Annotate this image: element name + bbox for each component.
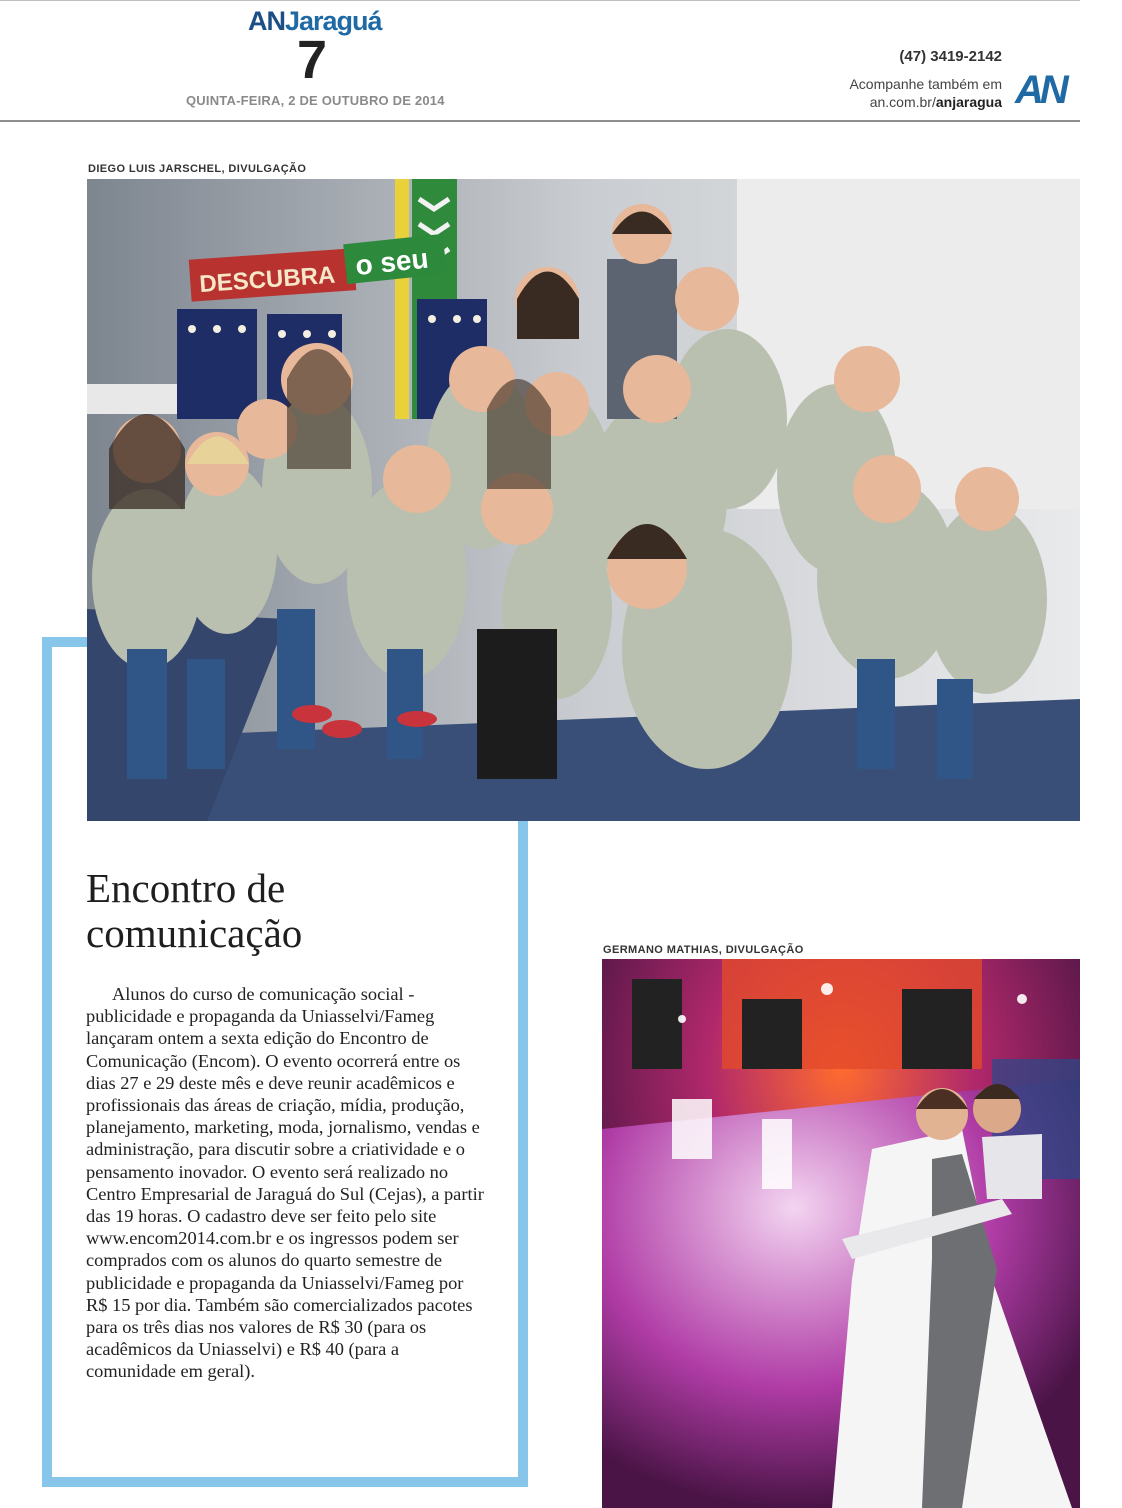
brand-prefix: AN [248,6,285,36]
wedding-photo-illustration [602,959,1080,1508]
photo-credit-2: GERMANO MATHIAS, DIVULGAÇÃO [603,944,804,956]
site-link [849,93,1002,111]
edition-date: QUINTA-FEIRA, 2 DE OUTUBRO DE 2014 [186,93,445,108]
photo-credit-1: DIEGO LUIS JARSCHEL, DIVULGAÇÃO [88,163,307,175]
site-prefix: an.com.br/ [869,94,936,110]
group-photo [87,179,1080,821]
article-headline: Encontro de comunicação [86,865,303,956]
header-rule [0,120,1080,122]
top-rule [0,0,1080,1]
follow-label: Acompanhe também em [849,76,1002,92]
an-logo: AN [1015,68,1065,112]
contact-phone: (47) 3419-2142 [899,48,1002,65]
wedding-photo [602,959,1080,1508]
site-section: anjaragua [935,94,1002,110]
follow-text [849,75,1002,111]
sign-word-1: DESCUBRA [198,261,337,299]
sign-word-2: o seu [353,242,430,282]
group-photo-illustration [87,179,1080,821]
brand-city: Jaraguá [285,6,382,36]
page-number: 7 [296,30,328,90]
article-body: Alunos do curso de comunicação social - publicidade e propaganda da Uniasselvi/Fameg lançaram ontem a sexta edição do Encontro de Comunicação (Encom). O evento ocorrerá entre os dias 27 e 29 deste mês e deve reunir acadêmicos e profissionais das áreas de criação, mídia, produção, planejamento, marketing, moda, jornalismo, vendas e administração, para discutir sobre a criatividade e o pensamento inovador. O evento será realizado no Centro Empresarial de Jaraguá do Sul (Cejas), a partir das 19 horas. O cadastro deve ser feito pelo site www.encom2014.com.br e os ingressos podem ser comprados com os alunos do quarto semestre de publicidade e propaganda da Uniasselvi/Fameg por R$ 15 por dia. Também são comercializados pacotes para os três dias nos valores de R$ 30 (para os acadêmicos da Uniasselvi) e R$ 40 (para a comunidade em geral). [86,984,484,1382]
